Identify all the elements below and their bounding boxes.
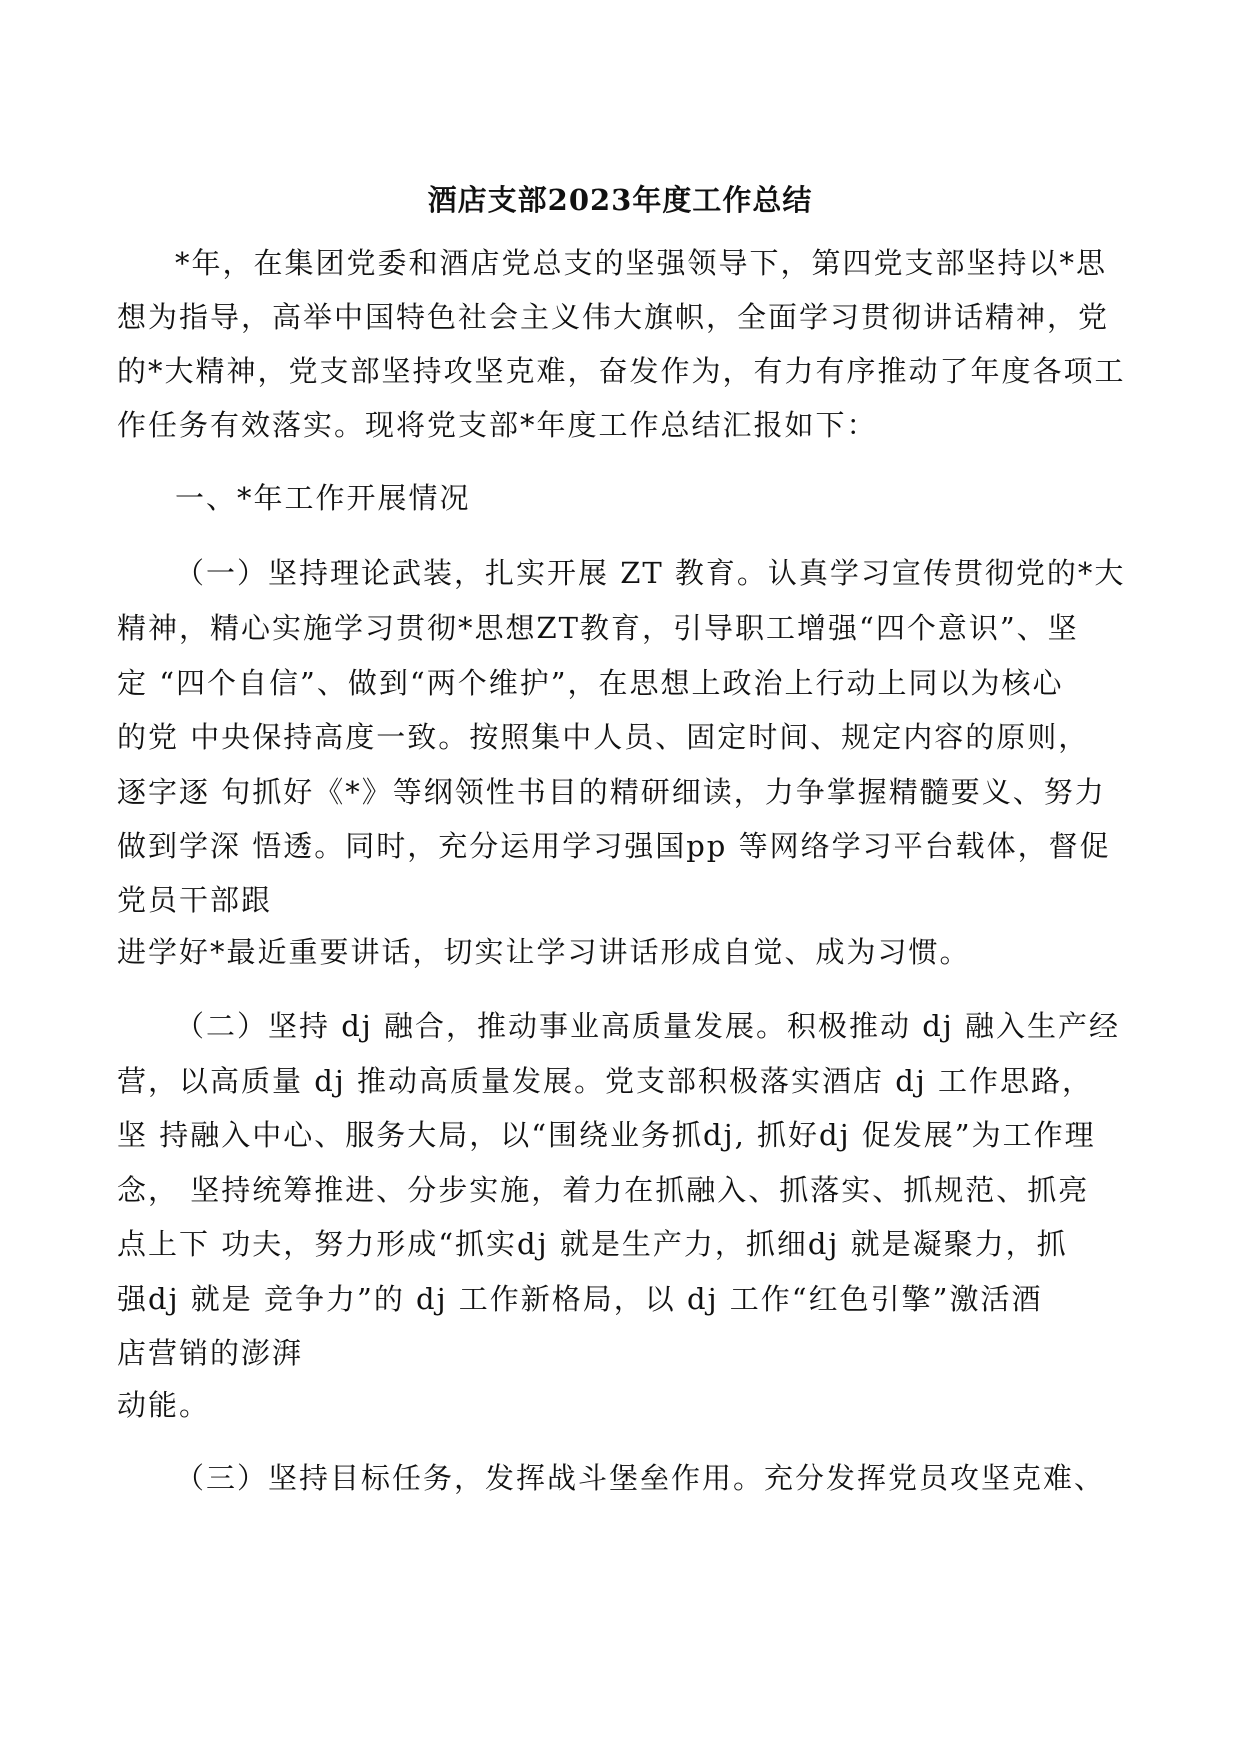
body-line: 定 “四个自信”、做到“两个维护”，在思想上政治上行动上同以为核心 xyxy=(117,666,1064,700)
document-title: 酒店支部2023年度工作总结 xyxy=(427,183,813,217)
body-line: 进学好*最近重要讲话，切实让学习讲话形成自觉、成为习惯。 xyxy=(117,935,971,969)
section-heading: 一、*年工作开展情况 xyxy=(175,481,471,515)
body-line: （三）坚持目标任务，发挥战斗堡垒作用。充分发挥党员攻坚克难、 xyxy=(175,1461,1106,1495)
body-line: 精神，精心实施学习贯彻*思想ZT教育，引导职工增强“四个意识”、坚 xyxy=(117,611,1079,645)
body-line: 想为指导，高举中国特色社会主义伟大旗帜，全面学习贯彻讲话精神，党 xyxy=(117,300,1110,334)
body-line: 念， 坚持统筹推进、分步实施，着力在抓融入、抓落实、抓规范、抓亮 xyxy=(117,1173,1090,1207)
body-line: 做到学深 悟透。同时，充分运用学习强国pp 等网络学习平台载体，督促 xyxy=(117,829,1111,863)
body-line: 的党 中央保持高度一致。按照集中人员、固定时间、规定内容的原则， xyxy=(117,720,1090,754)
body-line: 点上下 功夫，努力形成“抓实dj 就是生产力，抓细dj 就是凝聚力，抓 xyxy=(117,1227,1068,1261)
body-line: 逐字逐 句抓好《*》等纲领性书目的精研细读，力争掌握精髓要义、努力 xyxy=(117,775,1106,809)
body-line: *年，在集团党委和酒店党总支的坚强领导下，第四党支部坚持以*思 xyxy=(175,246,1108,280)
body-line: （二）坚持 dj 融合，推动事业高质量发展。积极推动 dj 融入生产经 xyxy=(175,1009,1120,1043)
body-line: 店营销的澎湃 xyxy=(117,1336,304,1370)
body-line: （一）坚持理论武装，扎实开展 ZT 教育。认真学习宣传贯彻党的*大 xyxy=(175,556,1126,590)
body-line: 的*大精神，党支部坚持攻坚克难，奋发作为，有力有序推动了年度各项工 xyxy=(117,354,1126,388)
body-line: 坚 持融入中心、服务大局，以“围绕业务抓dj, 抓好dj 促发展”为工作理 xyxy=(117,1118,1096,1152)
body-line: 作任务有效落实。现将党支部*年度工作总结汇报如下： xyxy=(117,408,878,442)
body-line: 动能。 xyxy=(117,1388,211,1422)
body-line: 强dj 就是 竞争力”的 dj 工作新格局，以 dj 工作“红色引擎”激活酒 xyxy=(117,1282,1043,1316)
body-line: 党员干部跟 xyxy=(117,883,273,917)
body-line: 营，以高质量 dj 推动高质量发展。党支部积极落实酒店 dj 工作思路， xyxy=(117,1064,1093,1098)
